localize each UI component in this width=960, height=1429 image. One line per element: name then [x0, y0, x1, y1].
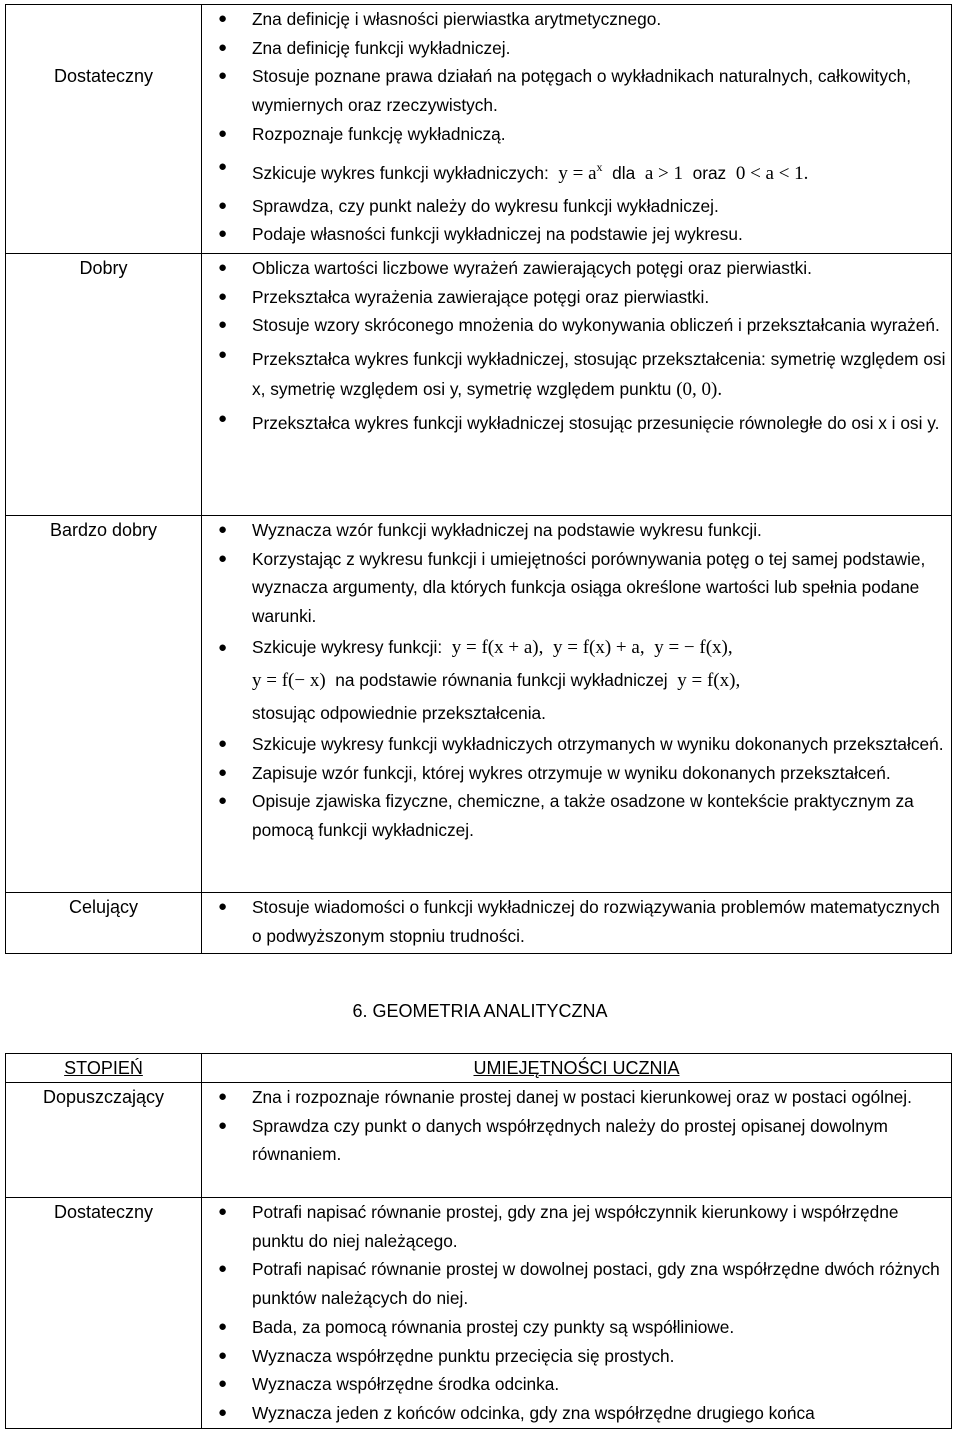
bullet-icon: ●: [218, 549, 228, 567]
section-title: 6. GEOMETRIA ANALITYCZNA: [352, 1001, 608, 1021]
column-header-level: STOPIEŃ: [6, 1054, 202, 1083]
formula: $y = a^x$: [558, 159, 603, 184]
bullet-icon: ●: [218, 1088, 228, 1105]
table-row: [6, 516, 952, 893]
formula: y = f(− x): [252, 669, 326, 691]
list-item: ● Sprawdza, czy punkt należy do wykresu funkcji wykładniczej.: [252, 192, 951, 221]
formula: 0 < a < 1.: [735, 162, 809, 184]
bullet-icon: ●: [218, 287, 228, 305]
formula: y = − f(x),: [654, 636, 733, 658]
bullet-icon: ●: [218, 346, 228, 364]
list-item: ● Potrafi napisać równanie prostej w dowolnej postaci, gdy zna współrzędne dwóch różnych punktów należących do niej.: [252, 1255, 951, 1312]
bullet-icon: ●: [218, 316, 228, 334]
bullet-icon: ●: [218, 792, 228, 810]
list-item: ● Podaje własności funkcji wykładniczej na podstawie jej wykresu.: [252, 220, 951, 249]
list-item: ● Korzystając z wykresu funkcji i umiejętności porównywania potęg o tej samej podstawie, wyznacza argumenty, dla których funkcja osiąga określone wartości lub spełnia podane warunki.: [252, 545, 951, 631]
bullet-icon: ●: [218, 1346, 228, 1364]
bullet-icon: ●: [218, 1317, 228, 1335]
list-item: ● Przekształca wykres funkcji wykładniczej stosując przesunięcie równoległe do osi x i osi y.: [252, 405, 951, 438]
bullet-icon: ●: [218, 124, 228, 142]
list-item: ● Szkicuje wykresy funkcji wykładniczych otrzymanych w wyniku dokonanych przekształceń.: [252, 730, 951, 759]
exponential-function-grade-table: [5, 4, 952, 954]
bullet-icon: ●: [218, 1403, 228, 1421]
bullet-icon: ●: [218, 638, 228, 656]
formula: y = f(x),: [677, 669, 741, 691]
column-header-skills: UMIEJĘTNOŚCI UCZNIA: [202, 1054, 952, 1083]
list-item: ● Sprawdza czy punkt o danych współrzędnych należy do prostej opisanej dowolnym równaniem.: [252, 1112, 951, 1169]
table-header-row: [6, 1054, 952, 1083]
table-row: [6, 893, 952, 954]
grade-level: Dostateczny: [6, 1198, 202, 1429]
bullet-icon: ●: [218, 10, 228, 27]
bullet-icon: ●: [218, 763, 228, 781]
skills-cell: [202, 5, 952, 254]
list-item: ● Szkicuje wykres funkcji wykładniczych: $y = a^x$ dla a > 1 oraz 0 < a < 1.: [252, 149, 951, 192]
bullet-icon: ●: [218, 38, 228, 56]
grade-level: Dopuszczający: [6, 1083, 202, 1198]
bullet-icon: ●: [218, 521, 228, 538]
list-item: ● Przekształca wykres funkcji wykładniczej, stosując przekształcenia: symetrię względem osi x, symetrię względem osi y, symetrię względem punktu (0, 0).: [252, 340, 951, 405]
list-item: ● Potrafi napisać równanie prostej, gdy zna jej współczynnik kierunkowy i współrzędne punktu do niej należącego.: [252, 1198, 951, 1255]
bullet-icon: ●: [218, 1203, 228, 1220]
skills-cell: [202, 1198, 952, 1429]
list-item: ● Zna definicję i własności pierwiastka arytmetycznego.: [252, 5, 951, 34]
list-item: ● Oblicza wartości liczbowe wyrażeń zawierających potęgi oraz pierwiastki.: [252, 254, 951, 283]
bullet-icon: ●: [218, 157, 228, 175]
table-row: [6, 5, 952, 254]
formula: y = f(x) + a,: [552, 636, 645, 658]
list-item: ● Wyznacza współrzędne środka odcinka.: [252, 1370, 951, 1399]
bullet-icon: ●: [218, 410, 228, 428]
formula: (0, 0).: [676, 379, 723, 401]
list-item: ● Zna definicję funkcji wykładniczej.: [252, 34, 951, 63]
grade-level: Bardzo dobry: [6, 516, 202, 893]
bullet-icon: ●: [218, 734, 228, 752]
list-item: ● Rozpoznaje funkcję wykładniczą.: [252, 120, 951, 149]
table-row: [6, 1198, 952, 1429]
formula: a > 1: [644, 162, 683, 184]
list-item: ● Bada, za pomocą równania prostej czy punkty są współliniowe.: [252, 1313, 951, 1342]
list-item: ● Zapisuje wzór funkcji, której wykres otrzymuje w wyniku dokonanych przekształceń.: [252, 759, 951, 788]
list-item: ● Zna i rozpoznaje równanie prostej danej w postaci kierunkowej oraz w postaci ogólnej.: [252, 1083, 951, 1112]
skills-cell: [202, 1083, 952, 1198]
skills-cell: [202, 254, 952, 516]
bullet-icon: ●: [218, 1116, 228, 1134]
table-row: [6, 1083, 952, 1198]
analytic-geometry-grade-table: [5, 1053, 952, 1429]
list-item: ● Wyznacza wzór funkcji wykładniczej na podstawie wykresu funkcji.: [252, 516, 951, 545]
grade-level: Celujący: [6, 893, 202, 954]
list-item: ● Wyznacza współrzędne punktu przecięcia się prostych.: [252, 1342, 951, 1371]
skills-cell: [202, 893, 952, 954]
list-item: ● Szkicuje wykresy funkcji: y = f(x + a), y = f(x) + a, y = − f(x), y = f(− x) na podstawie równania funkcji wykładniczej y = f(x), stosując odpowiednie przekształcenia.: [252, 631, 951, 730]
list-item: ● Stosuje poznane prawa działań na potęgach o wykładnikach naturalnych, całkowitych, wymiernych oraz rzeczywistych.: [252, 62, 951, 119]
skills-cell: [202, 516, 952, 893]
bullet-icon: ●: [218, 898, 228, 915]
grade-level: Dostateczny: [6, 5, 202, 254]
grade-level: Dobry: [6, 254, 202, 516]
table-row: [6, 254, 952, 516]
bullet-icon: ●: [218, 259, 228, 276]
list-item: ● Stosuje wiadomości o funkcji wykładniczej do rozwiązywania problemów matematycznych o podwyższonym stopniu trudności.: [252, 893, 951, 950]
bullet-icon: ●: [218, 67, 228, 85]
list-item: ● Opisuje zjawiska fizyczne, chemiczne, a także osadzone w kontekście praktycznym za pomocą funkcji wykładniczej.: [252, 787, 951, 844]
bullet-icon: ●: [218, 225, 228, 243]
list-item: ● Przekształca wyrażenia zawierające potęgi oraz pierwiastki.: [252, 283, 951, 312]
bullet-icon: ●: [218, 1375, 228, 1393]
list-item: ● Stosuje wzory skróconego mnożenia do wykonywania obliczeń i przekształcania wyrażeń.: [252, 311, 951, 340]
list-item: ● Wyznacza jeden z końców odcinka, gdy zna współrzędne drugiego końca: [252, 1399, 951, 1428]
formula: y = f(x + a),: [451, 636, 544, 658]
bullet-icon: ●: [218, 1260, 228, 1278]
bullet-icon: ●: [218, 196, 228, 214]
